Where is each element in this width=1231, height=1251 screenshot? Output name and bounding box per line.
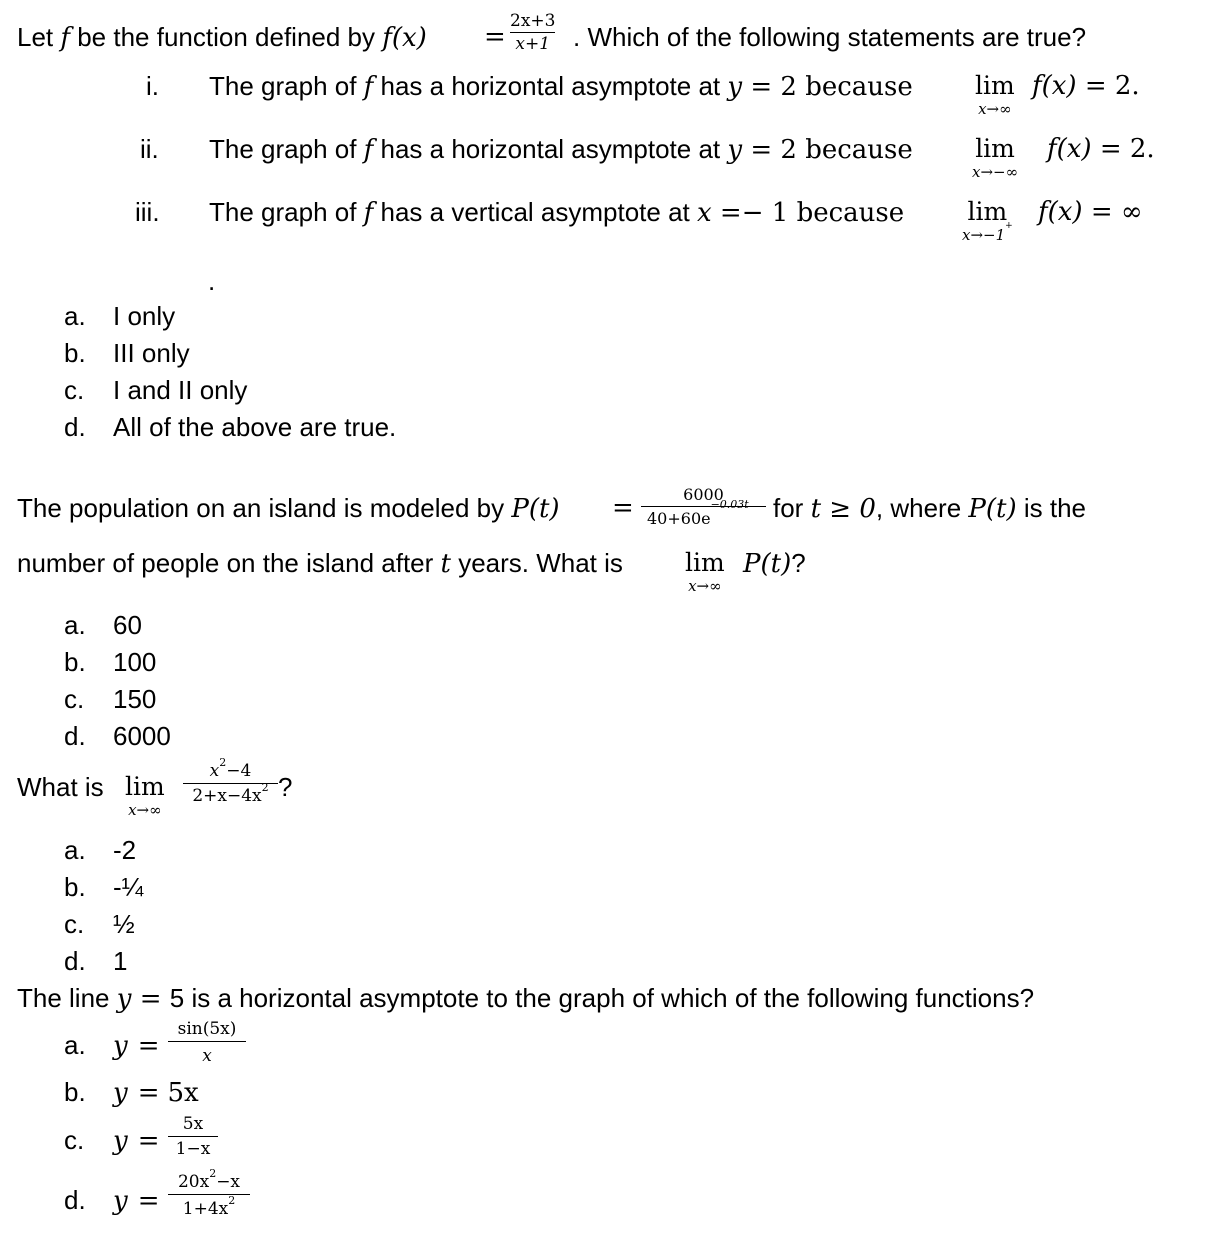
q2-condition: t ≥ 0 [810,494,876,524]
q3-numerator [183,756,278,781]
q4-d-denominator [168,1194,250,1219]
q1-fraction [510,13,555,53]
q4-choice-c-lhs [113,1127,160,1154]
q4-choice-d-letter: d. [64,1185,86,1215]
q2-numerator: 6000 [683,485,724,504]
statement-f: f [363,198,374,228]
statement-val: = 2 because [742,135,913,165]
statement-var: y [727,72,743,102]
q2-line1-end [773,495,1086,522]
statement-text: The graph of [209,134,364,164]
lim-subscript-sup: + [1005,221,1013,231]
lim-word: lim [975,134,1015,163]
q1-statement-3 [209,199,904,226]
statement-text: The graph of [209,197,364,227]
statement-text2: has a horizontal asymptote at [373,71,728,101]
q2-denominator [641,498,766,528]
q2-equals: = [612,493,634,523]
statement-f: f [363,135,374,165]
q3-den-base: 2+x−4x [192,786,262,806]
statement-f: f [363,72,374,102]
q1-choice-b: III only [113,338,190,368]
q4-choice-d-fraction [168,1167,250,1219]
q2-choice-a: 60 [113,610,142,640]
q1-statement-1-numeral: i. [146,71,159,101]
q4-d-num-exponent: 2 [209,1167,217,1180]
q2-choice-d-letter: d. [64,721,86,751]
q4-a-numerator: sin(5x) [177,1019,237,1039]
q4-choice-a-lhs [113,1032,160,1059]
q2-choice-c: 150 [113,684,157,714]
q2-pt3: P(t) [743,549,792,579]
q4-eq: = [137,1031,160,1061]
q3-prefix: What is [17,772,104,802]
q2-line2-end [743,550,806,577]
lim-subscript [962,221,1013,244]
q3-choice-d: 1 [113,946,128,976]
q1-statement-3-numeral: iii. [135,197,160,227]
q1-statement-1-limit [975,73,1015,117]
q4-choice-d-lhs [113,1187,160,1214]
fraction-bar [168,1194,250,1195]
q4-prompt [17,985,1034,1012]
q3-fraction [183,756,278,806]
q1-equals: = [484,22,506,52]
q4-b-expression: 5x [167,1078,199,1108]
q2-choice-b-letter: b. [64,647,86,677]
q1-statement-2-numeral: ii. [140,134,159,164]
statement-var: x [697,198,712,228]
statement-val: =− 1 because [711,198,905,228]
q4-d-den-base: 1+4x [182,1199,229,1219]
q1-choice-a: I only [113,301,176,331]
q4-c-numerator: 5x [182,1114,204,1134]
q1-tail: . Which of the following statements are true? [573,22,1087,52]
q1-statement-3-result [1038,199,1143,225]
q4-eq: = [137,1078,160,1108]
q4-y: y [113,1126,128,1156]
q3-den-exponent: 2 [261,781,269,794]
statement-result: = 2. [1076,71,1140,101]
q3-limit [125,774,165,818]
q4-c-denominator: 1−x [175,1139,211,1159]
q2-text-a: The population on an island is modeled by [17,493,512,523]
lim-subscript: x→∞ [128,801,162,819]
statement-text2: has a horizontal asymptote at [373,134,728,164]
q1-statement-1 [209,73,913,100]
q3-num-tail: −4 [226,761,252,781]
q1-statement-2-limit [972,136,1018,180]
q4-d-num-tail: −x [216,1172,241,1192]
q1-statement-3-limit [962,199,1013,243]
q4-eq: = [137,1186,160,1216]
q1-prompt [17,24,427,51]
q2-text-g: ? [791,548,806,578]
q4-choice-b-letter: b. [64,1077,86,1107]
statement-fx: f(x) [1047,134,1092,164]
lim-word: lim [975,71,1015,100]
q2-line1-start [17,495,560,522]
q2-line2-start [17,550,623,577]
q2-choice-b: 100 [113,647,157,677]
q1-stray-dot: . [208,266,216,296]
q4-choice-c-letter: c. [64,1125,85,1155]
lim-word: lim [685,548,725,577]
q2-fraction [641,487,766,527]
q1-choice-b-letter: b. [64,338,86,368]
q3-choice-d-letter: d. [64,946,86,976]
statement-var: y [727,135,743,165]
q2-choice-c-letter: c. [64,684,85,714]
q1-intro: Let [17,22,61,52]
q1-choice-c-letter: c. [64,375,85,405]
q4-y: y [113,1078,128,1108]
q3-num-base: x [209,761,220,781]
q2-text-b: for [773,493,811,523]
q4-choice-c-fraction [168,1116,218,1158]
fraction-bar [168,1041,246,1042]
q1-fx: f(x) [382,23,427,53]
q2-text-c: , where [875,493,969,523]
q4-choice-a-fraction [168,1021,246,1065]
q2-choice-a-letter: a. [64,610,86,640]
q3-denominator [183,781,278,806]
q2-den-base: 40+60e [647,509,711,528]
q1-choice-a-letter: a. [64,301,86,331]
lim-subscript: x→∞ [688,577,722,595]
q4-prefix: The line [17,983,117,1013]
q2-limit [685,550,725,594]
q1-statement-2 [209,136,913,163]
q3-num-exponent: 2 [219,756,227,769]
q1-numerator: 2x+3 [510,11,556,31]
q1-statement-1-result [1032,73,1140,99]
q3-choice-c-letter: c. [64,909,85,939]
statement-fx: f(x) [1038,197,1083,227]
q3-choice-c: ½ [113,909,135,939]
q4-y: y [113,1031,128,1061]
q4-y-var: y [116,984,132,1014]
lim-subscript: x→∞ [978,100,1012,118]
q3-suffix: ? [278,772,293,802]
statement-text: The graph of [209,71,364,101]
q1-f-symbol: f [60,23,70,53]
q2-text-e: number of people on the island after [17,548,441,578]
q4-y: y [113,1186,128,1216]
q2-choice-d: 6000 [113,721,171,751]
statement-val: = 2 because [742,72,913,102]
q4-d-numerator [168,1167,250,1192]
lim-word: lim [967,197,1008,226]
q1-choice-c: I and II only [113,375,248,405]
lim-subscript: x→−∞ [972,163,1019,181]
q1-statement-2-result [1047,136,1155,162]
q4-eq: = [137,1126,160,1156]
statement-fx: f(x) [1032,71,1077,101]
q3-choice-b: -¼ [113,872,144,902]
q3-choice-a-letter: a. [64,835,86,865]
statement-result: = 2. [1091,134,1155,164]
q4-a-denominator: x [202,1046,212,1066]
q4-choice-a-letter: a. [64,1030,86,1060]
q2-text-f: years. What is [450,548,623,578]
fraction-bar [168,1136,218,1137]
q2-t-var: t [440,549,451,579]
q1-choice-d: All of the above are true. [113,412,397,442]
q2-pt2: P(t) [968,494,1017,524]
fraction-bar [510,32,555,33]
q3-choice-b-letter: b. [64,872,86,902]
q4-d-den-exponent: 2 [228,1194,236,1207]
statement-result: = ∞ [1082,197,1143,227]
q1-denominator: x+1 [515,34,551,54]
statement-text2: has a vertical asymptote at [373,197,697,227]
lim-word: lim [125,772,165,801]
q3-choice-a: -2 [113,835,137,865]
q1-choice-d-letter: d. [64,412,86,442]
q2-text-d: is the [1016,493,1086,523]
lim-subscript-text: x→−1 [962,226,1006,244]
q4-d-num-base: 20x [177,1172,210,1192]
q4-equals: = [131,984,170,1014]
q4-choice-b-expr [113,1079,199,1106]
q4-suffix: 5 is a horizontal asymptote to the graph of which of the following functions? [169,983,1035,1013]
q1-mid-text: be the function defined by [70,22,383,52]
q2-den-exponent: −0.03t [710,498,749,511]
q2-pt: P(t) [511,494,560,524]
